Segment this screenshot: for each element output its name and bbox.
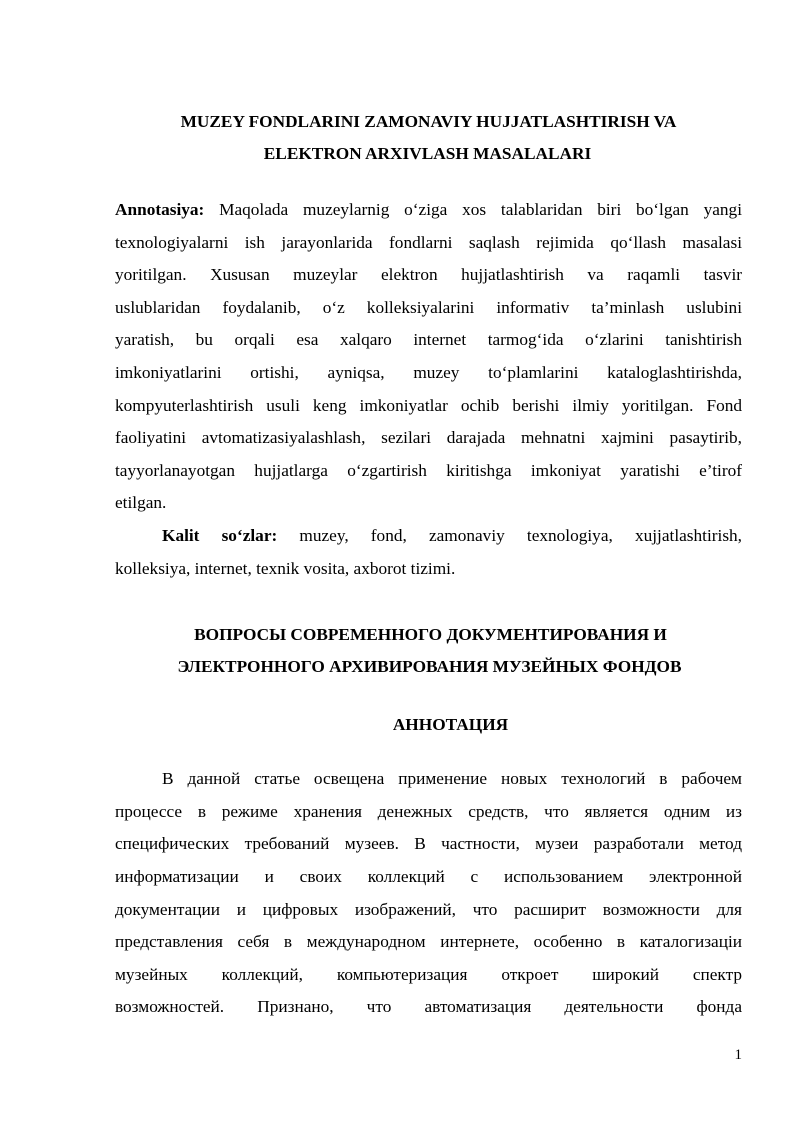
uz-annotation-line: etilgan. — [115, 493, 167, 513]
spacer — [115, 741, 742, 763]
uz-annotation-line: tayyorlanayotgan hujjatlarga o‘zgartirish kiritishga imkoniyat yaratishi e’tirof — [115, 460, 742, 480]
ru-body-line: возможностей. Признано, что автоматизация деятельности фонда — [115, 997, 742, 1017]
uz-keywords-line: kolleksiya, internet, texnik vosita, axborot tizimi. — [115, 558, 456, 578]
ru-annotation-heading: АННОТАЦИЯ — [392, 715, 509, 735]
spacer — [115, 585, 742, 619]
page-number: 1 — [734, 1047, 742, 1063]
ru-title-line-2: ЭЛЕКТРОННОГО АРХИВИРОВАНИЯ МУЗЕЙНЫХ ФОНДОВ — [177, 657, 682, 677]
uz-annotation-line: Annotasiya: Maqolada muzeylarnig o‘ziga xos talablaridan biri bo‘lgan yangi — [115, 200, 742, 219]
uz-title — [115, 106, 742, 170]
ru-title — [115, 619, 742, 683]
ru-body-line: информатизации и своих коллекций с использованием электронной — [115, 866, 742, 886]
uz-title-line-1: MUZEY FONDLARINI ZAMONAVIY HUJJATLASHTIRISH VA — [180, 112, 677, 131]
uz-annotation-label: Annotasiya: — [115, 200, 205, 219]
spacer — [115, 683, 742, 709]
uz-annotation-line: texnologiyalarni ish jarayonlarida fondlarni saqlash rejimida qo‘llash masalasi — [115, 232, 742, 252]
ru-title-line-1: ВОПРОСЫ СОВРЕМЕННОГО ДОКУМЕНТИРОВАНИЯ И — [194, 625, 667, 645]
ru-body-line: представления себя в международном интернете, особенно в каталогизаціи — [115, 932, 742, 952]
ru-body-line: процессе в режиме хранения денежных средств, что является одним из — [115, 801, 742, 821]
uz-annotation — [115, 194, 742, 520]
ru-body-line: музейных коллекций, компьютеризация откроет широкий спектр — [115, 964, 742, 984]
uz-title-line-2: ELEKTRON ARXIVLASH MASALALARI — [263, 144, 592, 163]
uz-keywords-line: Kalit so‘zlar: muzey, fond, zamonaviy texnologiya, xujjatlashtirish, — [162, 525, 742, 545]
uz-annotation-line: uslublaridan foydalanib, o‘z kolleksiyalarini informativ ta’minlash uslubini — [115, 297, 742, 317]
ru-annotation-body — [115, 763, 742, 1024]
uz-keywords-label: Kalit so‘zlar: — [162, 525, 278, 545]
spacer — [115, 170, 742, 194]
ru-body-line: В данной статье освещена применение новых технологий в рабочем — [162, 769, 742, 789]
ru-body-line: специфических требований музеев. В частности, музеи разработали метод — [115, 834, 742, 854]
uz-keywords — [115, 520, 742, 585]
ru-body-line: документации и цифровых изображений, что расширит возможности для — [115, 899, 742, 919]
uz-annotation-line: imkoniyatlarini ortishi, ayniqsa, muzey to‘plamlarini kataloglashtirishda, — [115, 362, 742, 382]
uz-annotation-line: faoliyatini avtomatizasiyalashlash, sezilari darajada mehnatni xajmini pasaytirib, — [115, 428, 742, 448]
uz-annotation-line: yoritilgan. Xususan muzeylar elektron hujjatlashtirish va raqamli tasvir — [115, 265, 742, 285]
uz-annotation-line: kompyuterlashtirish usuli keng imkoniyatlar ochib berishi ilmiy yoritilgan. Fond — [115, 395, 742, 415]
uz-annotation-line: yaratish, bu orqali esa xalqaro internet tarmog‘ida o‘zlarini tanishtirish — [115, 330, 742, 350]
page-content — [115, 106, 742, 1024]
